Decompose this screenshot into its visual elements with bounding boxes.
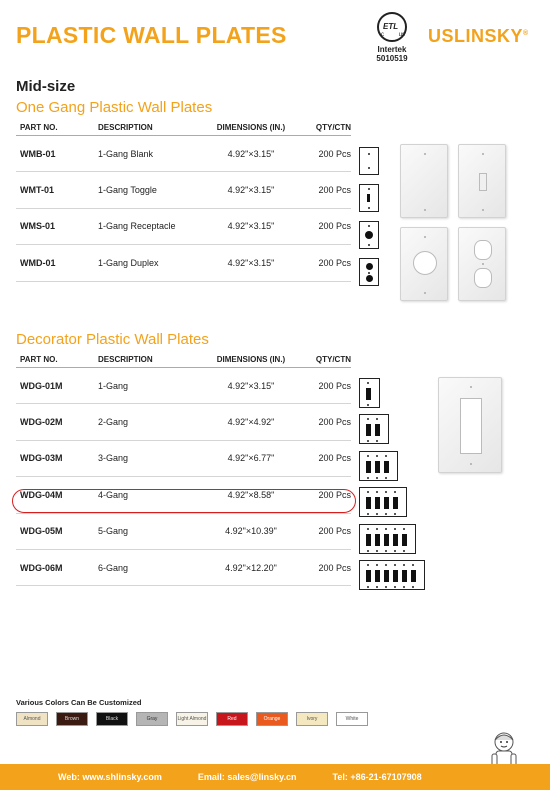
one-gang-section-title: One Gang Plastic Wall Plates [16, 99, 213, 116]
dimensions: 4.92"×3.15" [227, 148, 275, 159]
decorator-plate-photo [438, 377, 502, 473]
screw-dot [376, 477, 378, 479]
part-number: WMB-01 [20, 148, 56, 159]
screw-dot [403, 528, 405, 530]
col-part-no: PART NO. [20, 355, 58, 364]
toggle-plate-icon [359, 184, 379, 212]
duplex-plate-photo [458, 227, 506, 301]
color-swatch: Light Almond [176, 712, 208, 726]
certification-mark [366, 12, 418, 63]
page-title: PLASTIC WALL PLATES [16, 22, 287, 48]
rocker-opening [366, 497, 371, 509]
rocker-opening [384, 461, 389, 473]
screw-dot [403, 550, 405, 552]
one-gang-table [16, 118, 351, 282]
screw-dot [367, 455, 369, 457]
decorator-5-gang-icon [359, 524, 416, 554]
screw-dot [385, 564, 387, 566]
decorator-1-gang-icon [359, 378, 380, 408]
description: 1-Gang Duplex [98, 257, 159, 268]
col-qty: QTY/CTN [315, 355, 351, 364]
screw-dot [394, 586, 396, 588]
screw-dot [376, 440, 378, 442]
quantity: 200 Pcs [318, 380, 351, 391]
quantity: 200 Pcs [318, 453, 351, 464]
cert-number: 5010519 [376, 54, 408, 63]
table-row [16, 514, 351, 550]
table-header [16, 118, 351, 136]
screw-dot [376, 418, 378, 420]
brand-logo [428, 26, 529, 47]
etl-icon [377, 12, 407, 42]
description: 1-Gang Toggle [98, 185, 157, 196]
color-swatch: Brown [56, 712, 88, 726]
screw-dot [394, 528, 396, 530]
description: 2-Gang [98, 417, 129, 428]
duplex-plate-icon [359, 258, 379, 286]
rocker-opening [375, 570, 380, 582]
description: 1-Gang Receptacle [98, 221, 176, 232]
screw-dot [367, 382, 369, 384]
screw-dot [367, 418, 369, 420]
rocker-opening [402, 534, 407, 546]
quantity: 200 Pcs [318, 417, 351, 428]
col-qty: QTY/CTN [315, 123, 351, 132]
quantity: 200 Pcs [318, 489, 351, 500]
screw-dot [385, 491, 387, 493]
dimensions: 4.92"×8.58" [227, 489, 275, 500]
logo-registered-mark: ® [523, 30, 529, 37]
color-swatch: Almond [16, 712, 48, 726]
blank-plate-icon [359, 147, 379, 175]
cert-us-label: us [398, 32, 405, 38]
table-row [16, 550, 351, 586]
description: 5-Gang [98, 526, 129, 537]
footer-web[interactable]: Web: www.shlinsky.com [58, 772, 162, 782]
dimensions: 4.92"×6.77" [227, 453, 275, 464]
table-row [16, 441, 351, 477]
toggle-plate-photo [458, 144, 506, 218]
colors-label: Various Colors Can Be Customized [16, 698, 142, 707]
dimensions: 4.92"×3.15" [227, 185, 275, 196]
quantity: 200 Pcs [318, 526, 351, 537]
cert-name: Intertek [377, 45, 407, 54]
rocker-opening [366, 388, 371, 400]
screw-dot [376, 455, 378, 457]
table-row [16, 245, 351, 281]
screw-dot [412, 586, 414, 588]
part-number: WMT-01 [20, 185, 55, 196]
screw-dot [367, 404, 369, 406]
screw-dot [367, 528, 369, 530]
screw-dot [385, 528, 387, 530]
rocker-opening [375, 497, 380, 509]
screw-dot [385, 586, 387, 588]
decorator-4-gang-icon [359, 487, 407, 517]
table-row [16, 172, 351, 208]
color-swatch: Gray [136, 712, 168, 726]
description: 3-Gang [98, 453, 129, 464]
dimensions: 4.92"×10.39" [225, 526, 277, 537]
part-number: WMS-01 [20, 221, 56, 232]
rocker-opening [384, 497, 389, 509]
page-header [16, 22, 536, 82]
part-number: WDG-05M [20, 526, 63, 537]
rocker-opening [393, 497, 398, 509]
part-number: WDG-01M [20, 380, 63, 391]
screw-dot [367, 440, 369, 442]
rocker-opening [393, 570, 398, 582]
screw-dot [367, 586, 369, 588]
rocker-opening [366, 570, 371, 582]
table-row [16, 404, 351, 440]
quantity: 200 Pcs [318, 562, 351, 573]
table-row [16, 209, 351, 245]
rocker-opening [384, 534, 389, 546]
table-row [16, 136, 351, 172]
part-number: WDG-06M [20, 562, 63, 573]
decorator-section-title: Decorator Plastic Wall Plates [16, 331, 209, 348]
rocker-opening [375, 424, 380, 436]
dimensions: 4.92"×12.20" [225, 562, 277, 573]
color-swatch: Red [216, 712, 248, 726]
dimensions: 4.92"×4.92" [227, 417, 275, 428]
rocker-opening [366, 534, 371, 546]
screw-dot [376, 586, 378, 588]
quantity: 200 Pcs [318, 257, 351, 268]
screw-dot [394, 550, 396, 552]
screw-dot [376, 513, 378, 515]
footer-bar [0, 764, 550, 790]
rocker-opening [375, 534, 380, 546]
receptacle-plate-icon [359, 221, 379, 249]
screw-dot [385, 477, 387, 479]
rocker-opening [402, 570, 407, 582]
screw-dot [367, 550, 369, 552]
col-dimensions: DIMENSIONS (IN.) [216, 355, 286, 364]
screw-dot [385, 550, 387, 552]
screw-dot [367, 513, 369, 515]
rocker-opening [366, 424, 371, 436]
rocker-opening [384, 570, 389, 582]
screw-dot [367, 491, 369, 493]
screw-dot [367, 564, 369, 566]
part-number: WDG-02M [20, 417, 63, 428]
screw-dot [385, 455, 387, 457]
col-description: DESCRIPTION [98, 355, 153, 364]
screw-dot [394, 491, 396, 493]
description: 1-Gang [98, 380, 129, 391]
dimensions: 4.92"×3.15" [227, 380, 275, 391]
decorator-3-gang-icon [359, 451, 398, 481]
col-part-no: PART NO. [20, 123, 58, 132]
color-swatches [16, 712, 368, 726]
col-description: DESCRIPTION [98, 123, 153, 132]
table-header [16, 350, 351, 368]
color-swatch: White [336, 712, 368, 726]
highlight-outline [12, 489, 356, 513]
color-swatch: Ivory [296, 712, 328, 726]
decorator-2-gang-icon [359, 414, 389, 444]
part-number: WDG-03M [20, 453, 63, 464]
description: 4-Gang [98, 489, 129, 500]
decorator-table [16, 350, 351, 586]
table-row [16, 368, 351, 404]
rocker-opening [375, 461, 380, 473]
screw-dot [376, 550, 378, 552]
dimensions: 4.92"×3.15" [227, 257, 275, 268]
decorator-6-gang-icon [359, 560, 425, 590]
color-swatch: Black [96, 712, 128, 726]
screw-dot [394, 513, 396, 515]
screw-dot [403, 564, 405, 566]
footer-email[interactable]: Email: sales@linsky.cn [197, 772, 297, 782]
quantity: 200 Pcs [318, 185, 351, 196]
col-dimensions: DIMENSIONS (IN.) [216, 123, 286, 132]
screw-dot [376, 491, 378, 493]
description: 6-Gang [98, 562, 129, 573]
screw-dot [376, 564, 378, 566]
screw-dot [394, 564, 396, 566]
logo-text: USLINSKY [428, 26, 524, 46]
rocker-opening [366, 461, 371, 473]
color-swatch: Orange [256, 712, 288, 726]
blank-plate-photo [400, 144, 448, 218]
quantity: 200 Pcs [318, 148, 351, 159]
cert-c-label: c [381, 32, 384, 38]
dimensions: 4.92"×3.15" [227, 221, 275, 232]
receptacle-plate-photo [400, 227, 448, 301]
rocker-opening [411, 570, 416, 582]
screw-dot [412, 564, 414, 566]
quantity: 200 Pcs [318, 221, 351, 232]
size-subheading: Mid-size [16, 78, 76, 95]
part-number: WDG-04M [20, 489, 63, 500]
description: 1-Gang Blank [98, 148, 154, 159]
part-number: WMD-01 [20, 257, 56, 268]
footer-tel: Tel: +86-21-67107908 [332, 772, 422, 782]
screw-dot [367, 477, 369, 479]
screw-dot [385, 513, 387, 515]
screw-dot [403, 586, 405, 588]
rocker-opening [393, 534, 398, 546]
screw-dot [376, 528, 378, 530]
